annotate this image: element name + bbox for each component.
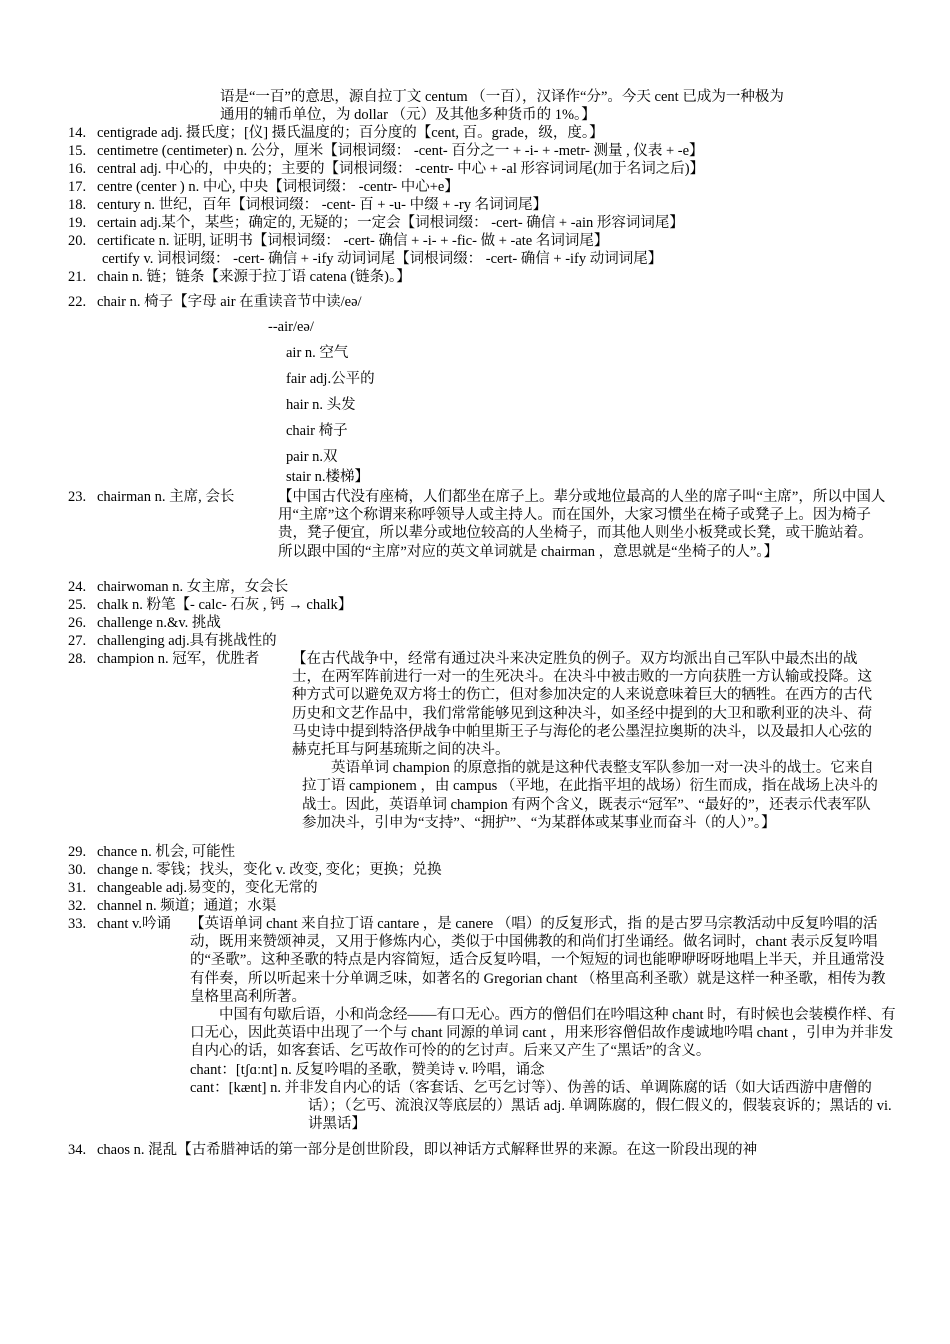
entry-text: challenging adj.具有挑战性的 bbox=[97, 633, 277, 649]
entry-20 bbox=[68, 232, 608, 250]
entry-13-continuation-line: 通用的辅币单位，为 dollar （元）及其他多种货币的 1%。】 bbox=[220, 107, 596, 123]
entry-number: 31. bbox=[68, 880, 87, 896]
entry-28-paragraph: 英语单词 champion 的原意指的就是这种代表整支军队参加一对一决斗的战士。它来自拉丁语 campionem ，由 campus （平地，在此指平坦的战场）衍生而成，指在战场上决斗的战士。因此，英语单词 champion 有两个含义，既表示“冠军”、“最好的”，还表示代表军队参加决斗，引申为“支持”、“拥护”、“为某群体或某事业而奋斗（的人）”。】 bbox=[302, 760, 878, 831]
entry-text: centigrade adj. 摄氏度；[仪] 摄氏温度的；百分度的【cent, 百。grade，级，度。】 bbox=[97, 125, 604, 141]
air-pattern-heading: --air/eə/ bbox=[268, 319, 314, 335]
entry-16 bbox=[68, 160, 704, 178]
entry-text: channel n. 频道；通道；水渠 bbox=[97, 898, 277, 914]
entry-number: 27. bbox=[68, 633, 87, 649]
entry-22 bbox=[68, 293, 362, 311]
entry-number: 25. bbox=[68, 597, 87, 613]
entry-number: 17. bbox=[68, 179, 87, 195]
entry-text: changeable adj.易变的，变化无常的 bbox=[97, 880, 318, 896]
entry-15 bbox=[68, 142, 704, 160]
entry-text: certain adj.某个，某些；确定的, 无疑的；一定会【词根词缀： -cert- 确信 + -ain 形容词词尾】 bbox=[97, 215, 684, 231]
entry-text: chain n. 链；链条【来源于拉丁语 catena (链条)。】 bbox=[97, 269, 411, 285]
entry-headword: champion n. 冠军，优胜者 bbox=[97, 651, 260, 667]
entry-text: chairwoman n. 女主席，女会长 bbox=[97, 579, 289, 595]
entry-26 bbox=[68, 614, 221, 632]
entry-number: 34. bbox=[68, 1142, 87, 1158]
entry-number: 33. bbox=[68, 916, 87, 932]
air-word-item: chair 椅子 bbox=[286, 423, 348, 439]
entry-headword: chairman n. 主席, 会长 bbox=[97, 489, 235, 505]
entry-text: chair n. 椅子【字母 air 在重读音节中读/eə/ bbox=[97, 294, 362, 310]
air-word-item: pair n.双 bbox=[286, 449, 338, 465]
entry-32 bbox=[68, 897, 276, 915]
entry-28-paragraph: 【在古代战争中，经常有通过决斗来决定胜负的例子。双方均派出自己军队中最杰出的战士，在两军阵前进行一对一的生死决斗。在决斗中被击败的一方向获胜一方认输或投降。这种方式可以避免双方将士的伤亡，但对参加决定的人来说意味着巨大的牺牲。在西方的古代历史和文艺作品中，我们常常能够见到这种决斗，如圣经中提到的大卫和歌利亚的决斗、荷马史诗中提到特洛伊战争中帕里斯王子与海伦的老公墨涅拉奥斯的决斗，以及最扣人心弦的赫克托耳与阿基琉斯之间的决斗。 bbox=[292, 651, 872, 759]
entry-number: 26. bbox=[68, 615, 87, 631]
entry-number: 14. bbox=[68, 125, 87, 141]
entry-number: 23. bbox=[68, 489, 87, 505]
entry-number: 15. bbox=[68, 143, 87, 159]
entry-30 bbox=[68, 861, 442, 879]
entry-number: 18. bbox=[68, 197, 87, 213]
entry-23-etymology: 【中国古代没有座椅，人们都坐在席子上。辈分或地位最高的人坐的席子叫“主席”，所以中国人用“主席”这个称谓来称呼领导人或主持人。而在国外，大家习惯坐在椅子或凳子上。因为椅子贵，凳子便宜，所以辈分或地位较高的人坐椅子，而其他人则坐小板凳或长凳，或干脆站着。所以跟中国的“主席”对应的英文单词就是 chairman ，意思就是“坐椅子的人”。】 bbox=[278, 489, 886, 560]
entry-number: 32. bbox=[68, 898, 87, 914]
entry-33-definition-chant: chant：[tʃɑːnt] n. 反复吟唱的圣歌，赞美诗 v. 吟唱，诵念 bbox=[190, 1061, 545, 1078]
entry-text: change n. 零钱；找头，变化 v. 改变, 变化；更换；兑换 bbox=[97, 862, 442, 878]
entry-34 bbox=[68, 1141, 757, 1159]
entry-33-paragraph: 【英语单词 chant 来自拉丁语 cantare ，是 canere （唱）的反复形式，指 的是古罗马宗教活动中反复吟唱的活动，既用来赞颂神灵，又用于修炼内心，类似于中国佛教的和尚们打坐诵经。做名词时，chant 表示反复吟唱的“圣歌”。这种圣歌的特点是内容简短，适合反复吟唱，一个短短的词也能咿咿呀呀地唱上半天，并且通常没有伴奏，所以听起来十分单调乏味，如著名的 Gregorian chant （格里高利圣歌）就是这样一种圣歌，相传为教皇格里高利所著。 bbox=[190, 916, 886, 1005]
entry-number: 19. bbox=[68, 215, 87, 231]
entry-text: challenge n.&v. 挑战 bbox=[97, 615, 221, 631]
entry-33-paragraph: 中国有句歇后语，小和尚念经——有口无心。西方的僧侣们在吟唱这种 chant 时，有时候也会装模作样、有口无心，因此英语中出现了一个与 chant 同源的单词 cant ，用来形容僧侣故作虔诚地吟唱 chant ，引申为并非发自内心的话，如客套话、乞丐故作可怜的的乞讨声。后来又产生了“黑话”的含义。 bbox=[190, 1007, 896, 1060]
entry-13-continuation-line: 语是“一百”的意思，源自拉丁文 centum （一百），汉译作“分”。今天 cent 已成为一种极为 bbox=[220, 89, 784, 105]
entry-28-etymology bbox=[292, 650, 884, 832]
entry-29 bbox=[68, 843, 235, 861]
entry-number: 24. bbox=[68, 579, 87, 595]
entry-headword: chant v.吟诵 bbox=[97, 916, 171, 932]
entry-number: 22. bbox=[68, 294, 87, 310]
entry-25 bbox=[68, 596, 352, 614]
entry-text: chaos n. 混乱【古希腊神话的第一部分是创世阶段，即以神话方式解释世界的来源。在这一阶段出现的神 bbox=[97, 1142, 758, 1158]
entry-20-subentry: certify v. 词根词缀： -cert- 确信 + -ify 动词词尾【词根词缀： -cert- 确信 + -ify 动词词尾】 bbox=[102, 251, 663, 267]
entry-14 bbox=[68, 124, 604, 142]
entry-number: 28. bbox=[68, 651, 87, 667]
entry-text: chance n. 机会, 可能性 bbox=[97, 844, 236, 860]
entry-number: 16. bbox=[68, 161, 87, 177]
entry-33-label bbox=[68, 915, 171, 933]
entry-24 bbox=[68, 578, 288, 596]
air-word-item: hair n. 头发 bbox=[286, 397, 356, 413]
air-word-item: fair adj.公平的 bbox=[286, 371, 375, 387]
air-word-item: stair n.楼梯】 bbox=[286, 469, 369, 485]
entry-18 bbox=[68, 196, 547, 214]
entry-21 bbox=[68, 268, 411, 286]
entry-33-etymology bbox=[190, 915, 896, 1133]
entry-text: certificate n. 证明, 证明书【词根词缀： -cert- 确信 + -i- + -fic- 做 + -ate 名词词尾】 bbox=[97, 233, 609, 249]
entry-23-label bbox=[68, 488, 234, 506]
entry-31 bbox=[68, 879, 318, 897]
entry-number: 21. bbox=[68, 269, 87, 285]
entry-text: centimetre (centimeter) n. 公分，厘米【词根词缀： -cent- 百分之一 + -i- + -metr- 测量 , 仪表 + -e】 bbox=[97, 143, 704, 159]
entry-number: 20. bbox=[68, 233, 87, 249]
entry-19 bbox=[68, 214, 684, 232]
entry-33-definition-cant: cant：[kænt] n. 并非发自内心的话（客套话、乞丐乞讨等）、伪善的话、单调陈腐的话（如大话西游中唐僧的话）；（乞丐、流浪汉等底层的）黑话 adj. 单调陈腐的，假仁假义的，假装哀诉的；黑话的 vi. 讲黑话】 bbox=[190, 1079, 892, 1133]
entry-number: 29. bbox=[68, 844, 87, 860]
entry-27 bbox=[68, 632, 277, 650]
entry-28-label bbox=[68, 650, 259, 668]
entry-17 bbox=[68, 178, 459, 196]
entry-text: chalk n. 粉笔【- calc- 石灰 , 钙 → chalk】 bbox=[97, 597, 353, 613]
entry-number: 30. bbox=[68, 862, 87, 878]
entry-text: century n. 世纪，百年【词根词缀： -cent- 百 + -u- 中缀 + -ry 名词词尾】 bbox=[97, 197, 548, 213]
air-word-item: air n. 空气 bbox=[286, 345, 349, 361]
entry-text: centre (center ) n. 中心, 中央【词根词缀： -centr- 中心+e】 bbox=[97, 179, 459, 195]
entry-text: central adj. 中心的，中央的；主要的【词根词缀： -centr- 中心 + -al 形容词词尾(加于名词之后)】 bbox=[97, 161, 705, 177]
